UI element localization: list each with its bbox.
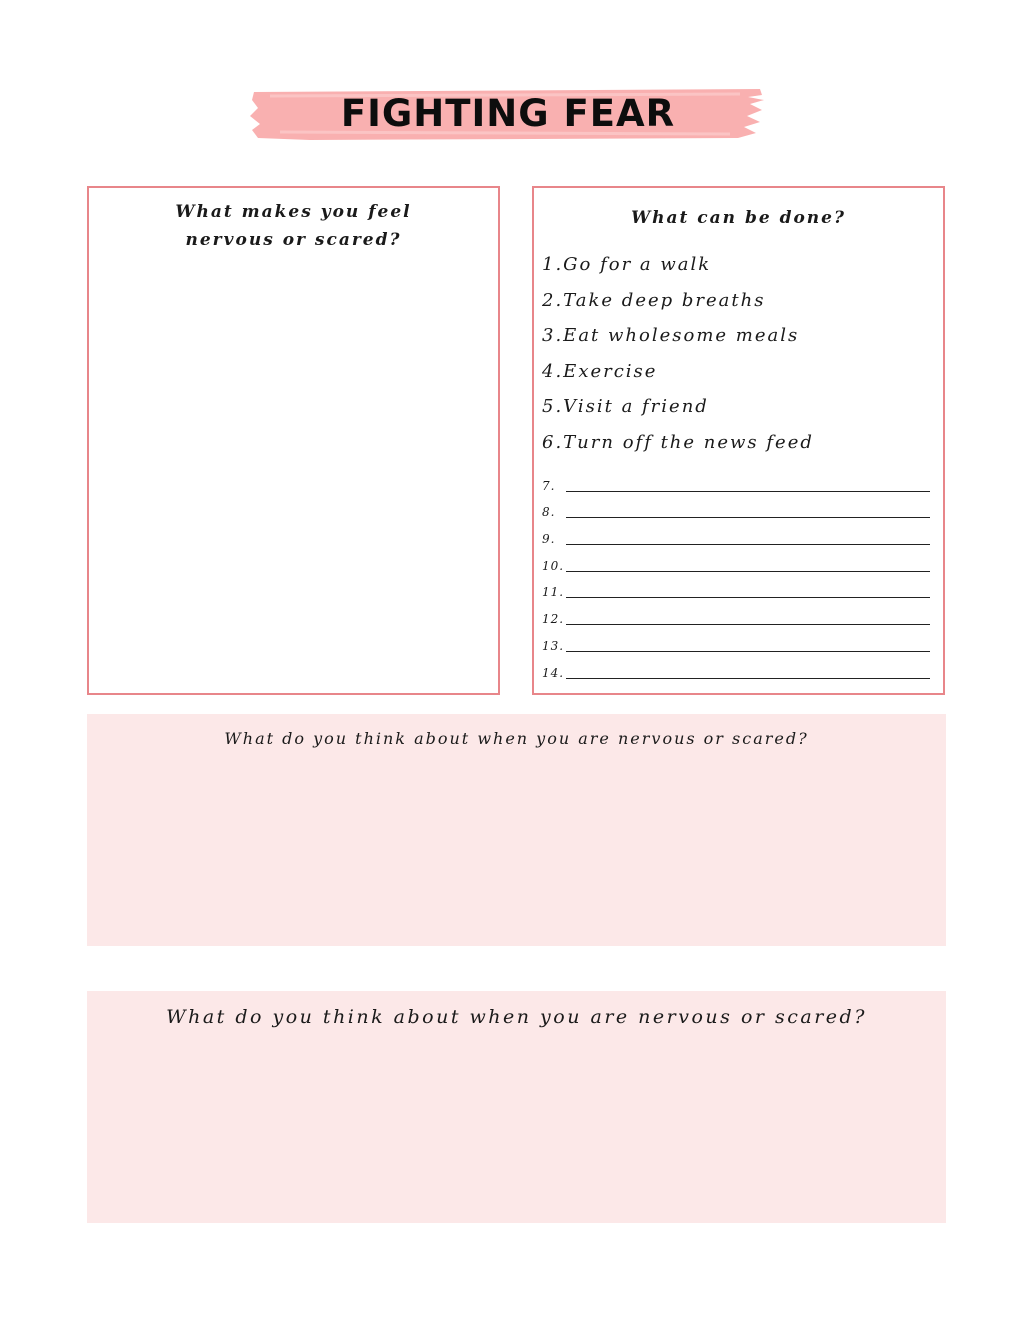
list-item: 2.Take deep breaths: [542, 289, 766, 311]
blank-line-item[interactable]: [542, 469, 930, 496]
blank-number: 8.: [542, 505, 556, 520]
write-line: [566, 544, 930, 545]
blank-number: 9.: [542, 532, 556, 547]
blank-number: 11.: [542, 585, 565, 600]
fears-box: [87, 186, 500, 695]
write-line: [566, 491, 930, 492]
solutions-list: [542, 250, 814, 463]
blank-line-item[interactable]: [542, 496, 930, 523]
blank-number: 7.: [542, 478, 556, 493]
blank-lines: [542, 469, 930, 683]
solutions-heading: What can be done?: [631, 208, 846, 228]
panel-question: What do you think about when you are nervous or scared?: [224, 729, 809, 748]
thoughts-panel-2: [87, 991, 946, 1223]
list-item: 6.Turn off the news feed: [542, 431, 814, 453]
list-item: 1.Go for a walk: [542, 254, 712, 275]
thoughts-panel: [87, 714, 946, 946]
panel-question: What do you think about when you are nervous or scared?: [166, 1006, 867, 1028]
blank-line-item[interactable]: [542, 549, 930, 576]
blank-number: 13.: [542, 638, 565, 653]
blank-line-item[interactable]: [542, 602, 930, 629]
write-line: [566, 678, 930, 679]
list-item: 5.Visit a friend: [542, 396, 709, 417]
list-item: 4.Exercise: [542, 360, 658, 382]
title-banner: [250, 86, 766, 142]
fears-heading: What makes you feel nervous or scared?: [175, 202, 412, 250]
blank-number: 14.: [542, 665, 565, 680]
write-line: [566, 651, 930, 652]
blank-line-item[interactable]: [542, 576, 930, 603]
blank-number: 12.: [542, 612, 565, 627]
blank-number: 10.: [542, 558, 565, 573]
page-title: FIGHTING FEAR: [340, 92, 676, 135]
blank-line-item[interactable]: [542, 656, 930, 683]
write-line: [566, 571, 930, 572]
write-line: [566, 624, 930, 625]
write-line: [566, 517, 930, 518]
list-item: 3.Eat wholesome meals: [542, 325, 800, 346]
solutions-box: [532, 186, 945, 695]
blank-line-item[interactable]: [542, 522, 930, 549]
blank-line-item[interactable]: [542, 629, 930, 656]
write-line: [566, 597, 930, 598]
